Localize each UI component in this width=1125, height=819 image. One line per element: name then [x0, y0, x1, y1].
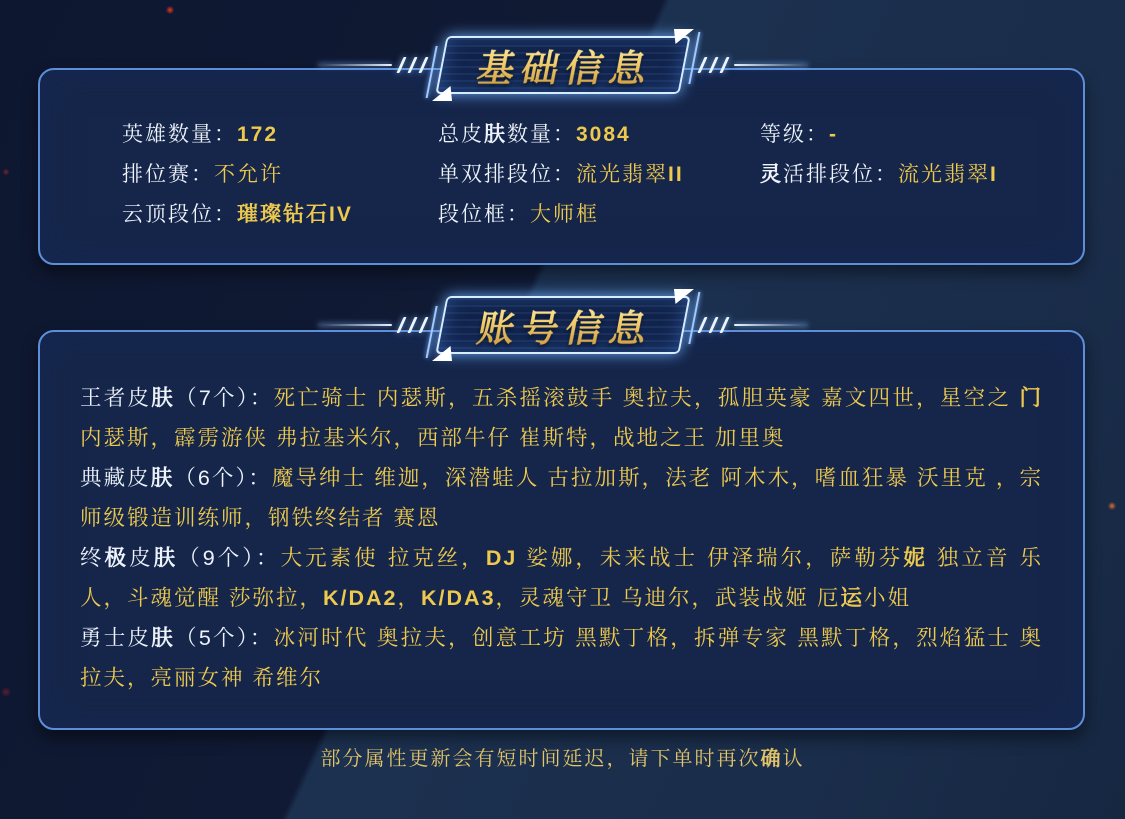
skin-category-label: 典藏皮肤（6个）： — [80, 466, 272, 490]
field-skin-count — [438, 122, 760, 147]
skin-category-label: 勇士皮肤（5个）： — [80, 626, 274, 650]
field-label: 排位赛： — [122, 163, 214, 186]
decoration-tick — [708, 57, 718, 73]
field-hero-count — [122, 122, 438, 147]
decoration-line — [734, 64, 808, 66]
banner-left-decoration — [318, 57, 425, 73]
account-skin-list — [40, 332, 1083, 698]
decoration-tick — [697, 317, 707, 333]
field-value: 3084 — [576, 123, 631, 146]
decoration-tick — [407, 317, 417, 333]
field-level — [760, 122, 1053, 147]
badge-corner-triangle-icon — [671, 289, 694, 304]
decoration-line — [318, 324, 392, 326]
skin-names: 大元素使 拉克丝，DJ 娑娜，未来战士 伊泽瑞尔，萨勒芬妮 独立音 乐人，斗魂觉醒 莎弥拉，K/DA2，K/DA3，灵魂守卫 乌迪尔，武装战姬 厄运小姐 — [80, 546, 1043, 610]
skin-names: 死亡骑士 内瑟斯，五杀摇滚鼓手 奥拉夫，孤胆英豪 嘉文四世，星空之 门 内瑟斯，霹雳游侠 弗拉基米尔，西部牛仔 崔斯特，战地之王 加里奥 — [80, 386, 1043, 450]
badge-corner-triangle-icon — [671, 29, 694, 44]
banner-badge — [435, 36, 690, 94]
banner-right-decoration — [701, 57, 808, 73]
skin-names: 魔导绅士 维迦，深潜蛙人 古拉加斯，法老 阿木木，嗜血狂暴 沃里克 ，宗师级锻造训练师，钢铁终结者 赛恩 — [80, 466, 1043, 530]
banner-badge-plate — [435, 36, 690, 94]
field-label: 等级： — [760, 123, 829, 146]
field-value: 172 — [237, 123, 279, 146]
field-label: 单双排段位： — [438, 163, 576, 186]
account-info-title: 账号信息 — [466, 298, 659, 352]
field-label: 段位框： — [438, 203, 530, 226]
skin-category-label: 终极皮肤（9个）： — [80, 546, 281, 570]
account-info-panel — [38, 330, 1085, 730]
field-label: 英雄数量： — [122, 123, 237, 146]
skin-names: 冰河时代 奥拉夫，创意工坊 黑默丁格，拆弹专家 黑默丁格，烈焰猛士 奥拉夫，亮丽女神 希维尔 — [80, 626, 1043, 690]
decoration-tick — [719, 317, 729, 333]
banner-badge — [435, 296, 690, 354]
field-label: 灵活排段位： — [760, 163, 898, 186]
decoration-tick — [396, 57, 406, 73]
field-ranked-allowed — [122, 162, 438, 187]
account-info-banner — [0, 290, 1125, 360]
field-value: 大师框 — [530, 203, 599, 226]
skin-category-label: 王者皮肤（7个）： — [80, 386, 274, 410]
field-value: 不允许 — [214, 163, 283, 186]
decoration-tick — [418, 57, 428, 73]
skin-item-warrior-tier — [80, 618, 1043, 698]
decoration-tick — [697, 57, 707, 73]
field-label: 云顶段位： — [122, 203, 237, 226]
field-value: - — [829, 123, 838, 146]
decoration-line — [734, 324, 808, 326]
decoration-tick — [719, 57, 729, 73]
decoration-tick — [708, 317, 718, 333]
decoration-tick — [396, 317, 406, 333]
basic-info-banner — [0, 30, 1125, 100]
decoration-tick — [407, 57, 417, 73]
field-rank-frame — [438, 202, 760, 227]
field-solo-duo-rank — [438, 162, 760, 187]
field-value: 流光翡翠II — [576, 163, 684, 186]
skin-item-collector-tier — [80, 458, 1043, 538]
field-label: 总皮肤数量： — [438, 123, 576, 146]
decoration-line — [318, 64, 392, 66]
skin-item-ultimate-tier — [80, 378, 1043, 458]
skin-item-supreme-tier — [80, 538, 1043, 618]
badge-corner-triangle-icon — [432, 86, 455, 101]
basic-info-title: 基础信息 — [466, 38, 659, 92]
field-tft-rank — [122, 202, 438, 227]
banner-right-decoration — [701, 317, 808, 333]
field-value: 璀璨钻石IV — [237, 203, 353, 226]
banner-left-decoration — [318, 317, 425, 333]
badge-corner-triangle-icon — [432, 346, 455, 361]
field-value: 流光翡翠I — [898, 163, 998, 186]
field-flex-rank — [760, 162, 1053, 187]
update-delay-notice: 部分属性更新会有短时间延迟，请下单时再次确认 — [320, 748, 805, 770]
decoration-tick — [418, 317, 428, 333]
banner-badge-plate — [435, 296, 690, 354]
